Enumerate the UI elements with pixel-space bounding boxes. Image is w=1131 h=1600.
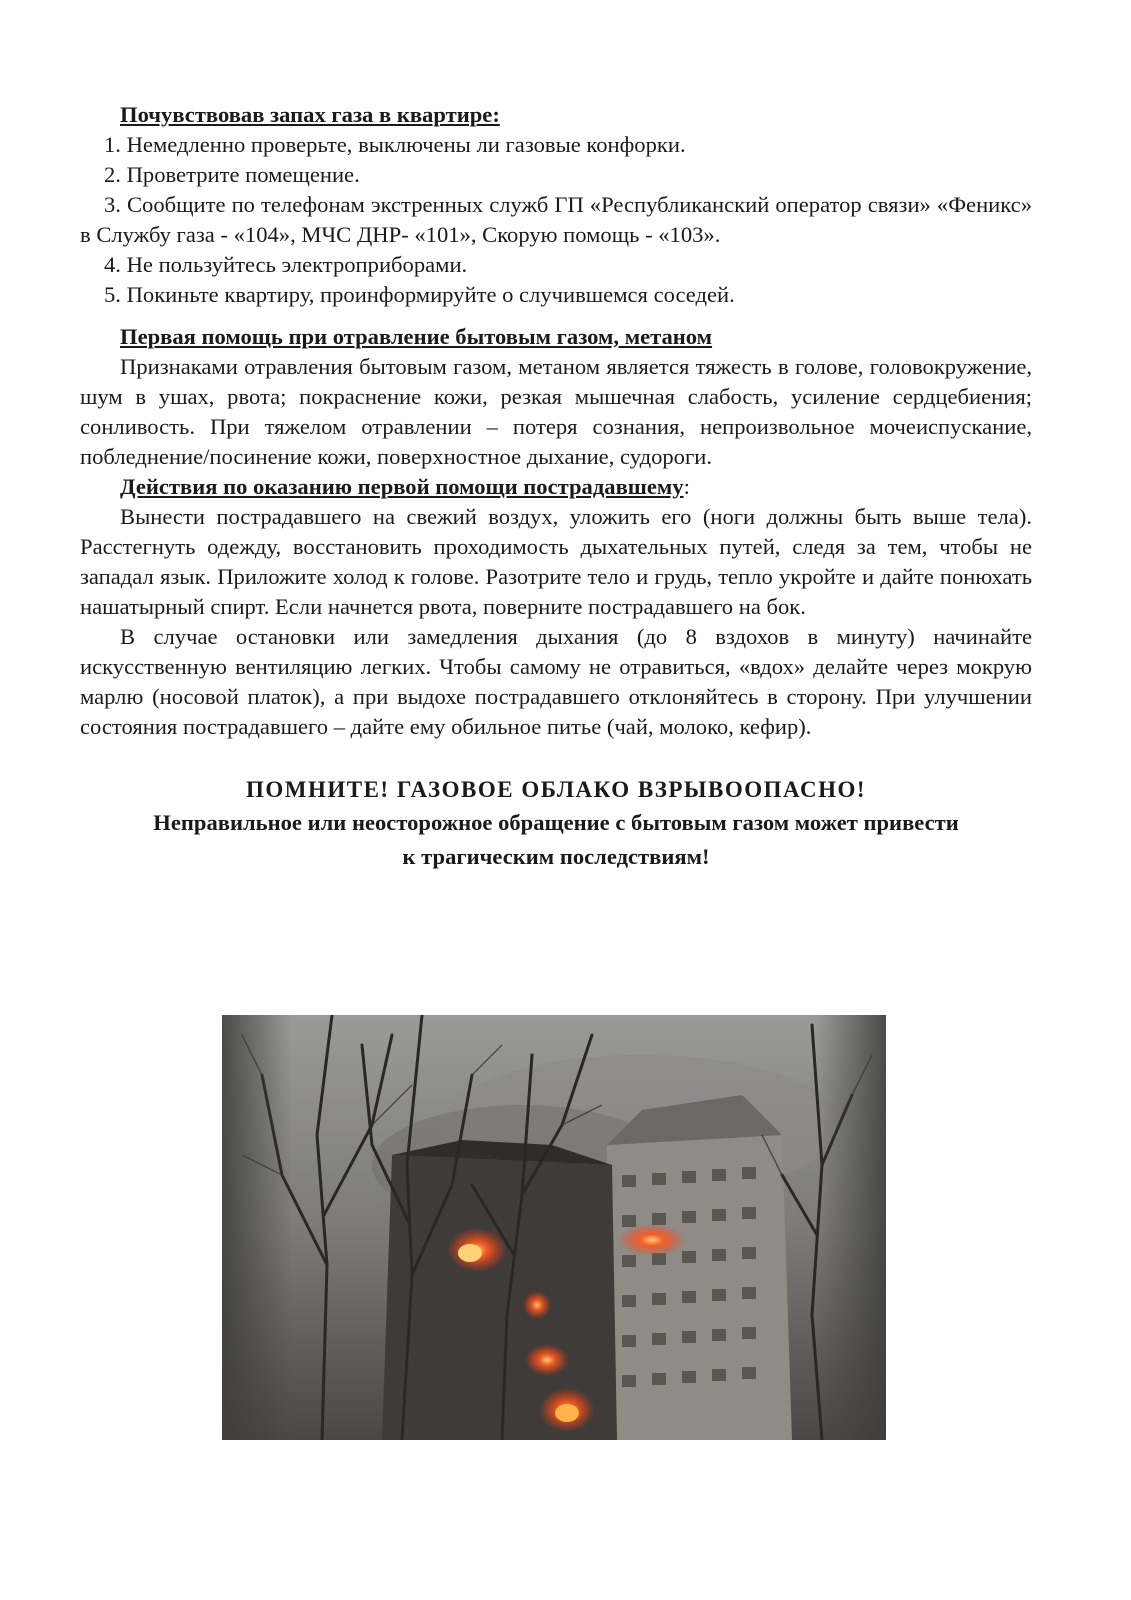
list-item: 1. Немедленно проверьте, выключены ли газовые конфорки. [104,132,686,157]
actions-paragraph-1: Вынести пострадавшего на свежий воздух, уложить его (ноги должны быть выше тела). Расстегнуть одежду, восстановить проходимость дыхательных путей, следя за тем, чтобы не западал язык. Приложите холод к голове. Разотрите тело и грудь, тепло укройте и дайте понюхать нашатырный спирт. Если начнется рвота, поверните пострадавшего на бок. [80,504,1032,619]
gas-smell-heading: Почувствовав запах газа в квартире: [120,102,500,127]
actions-colon: : [683,474,690,499]
actions-heading-line [80,472,1032,502]
first-aid-heading: Первая помощь при отравление бытовым газом, метаном [120,324,713,349]
actions-heading: Действия по оказанию первой помощи пострадавшему [120,474,684,499]
document-page [80,100,1032,874]
first-aid-section [80,322,1032,742]
warning-line-2: к трагическим последствиям! [402,844,710,869]
list-item: 5. Покиньте квартиру, проинформируйте о случившемся соседей. [104,282,735,307]
list-item: 4. Не пользуйтесь электроприборами. [104,252,468,277]
warning-title: ПОМНИТЕ! ГАЗОВОЕ ОБЛАКО ВЗРЫВООПАСНО! [245,777,867,802]
symptoms-paragraph: Признаками отравления бытовым газом, метаном является тяжесть в голове, головокружение, шум в ушах, рвота; покраснение кожи, резкая мышечная слабость, усиление сердцебиения; сонливость. При тяжелом отравлении – потеря сознания, непроизвольное мочеиспускание, побледнение/посинение кожи, поверхностное дыхание, судороги. [80,354,1032,469]
list-item: 2. Проветрите помещение. [104,162,360,187]
gas-smell-section [80,100,1032,310]
actions-paragraph-2: В случае остановки или замедления дыхания (до 8 вздохов в минуту) начинайте искусственную вентиляцию легких. Чтобы самому не отравиться, «вдох» делайте через мокрую марлю (носовой платок), а при выдохе пострадавшего отклоняйтесь в сторону. При улучшении состояния пострадавшего – дайте ему обильное питье (чай, молоко, кефир). [80,624,1032,739]
warning-line-1: Неправильное или неосторожное обращение с бытовым газом может привести [153,810,959,835]
warning-block [80,774,1032,874]
building-fire-photo [222,1015,886,1440]
list-item: 3. Сообщите по телефонам экстренных служб ГП «Республиканский оператор связи» «Феникс» в Службу газа - «104», МЧС ДНР- «101», Скорую помощь - «103». [80,192,1032,247]
